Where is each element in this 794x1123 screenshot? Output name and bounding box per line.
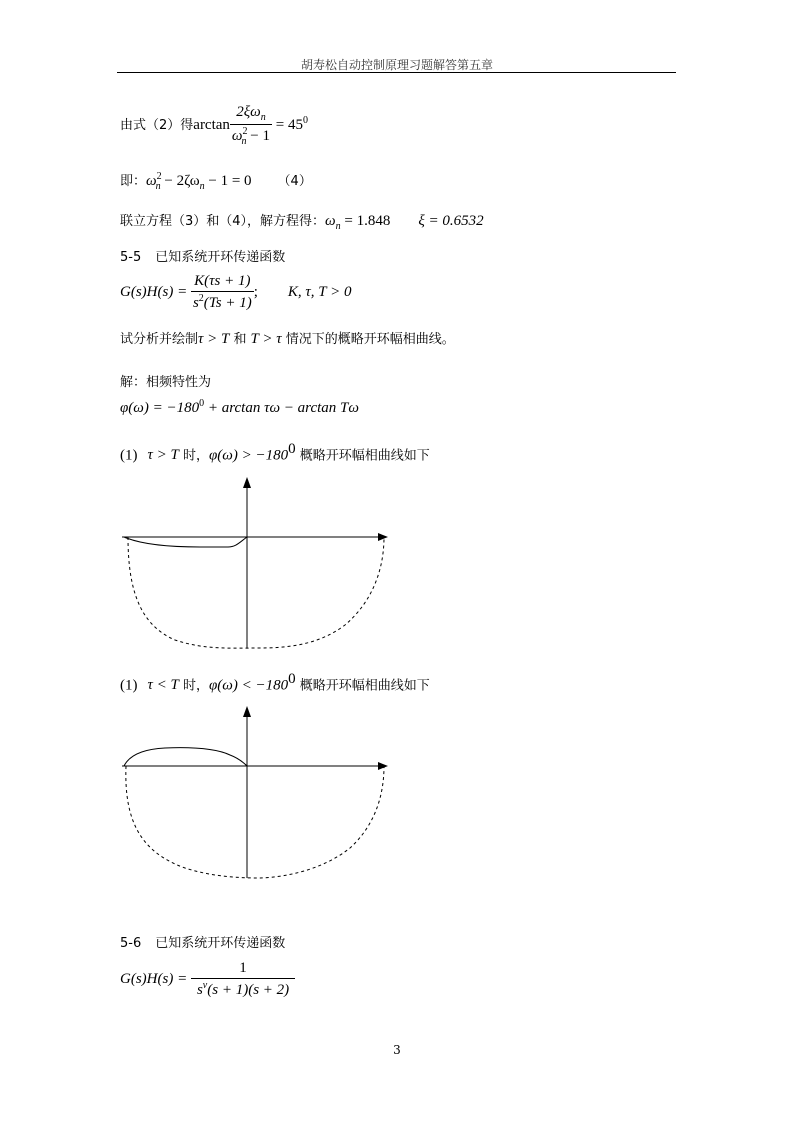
problem-5-5-heading: 5-5 已知系统开环传递函数 xyxy=(120,250,286,265)
problem-5-6-heading: 5-6 已知系统开环传递函数 xyxy=(120,936,286,951)
solution-label: 解：相频特性为 xyxy=(120,375,212,390)
eq1-prefix: 由式（2）得 xyxy=(120,117,194,133)
plot2-curve xyxy=(124,748,247,766)
page-number: 3 xyxy=(393,1043,401,1057)
phase-equation: $\varphi(\omega) = -180^0 + \arctan \tau\omega - \arctan T\omega$ xyxy=(120,398,359,416)
tf1-fraction: $\frac{K(\tau s + 1)}{s^2(Ts + 1)}$ xyxy=(192,273,252,311)
equation-solution: 联立方程（3）和（4），解方程得：$\omega_n = 1.848$ ξ = 0.6532 xyxy=(120,213,484,232)
page-header-title: 胡寿松自动控制原理习题解答第五章 xyxy=(300,58,493,72)
equation-characteristic: 即：$\omega^2_n - 2\zeta\omega_n - 1 = 0$ （4） xyxy=(120,171,312,192)
equation-arctan: 由式（2）得arctan $\frac{2\xi\omega_n}{\omega^2_n - 1}$ = $45^0$ xyxy=(120,104,308,147)
plot2-imag-axis-arrow xyxy=(243,706,251,717)
case-1-label: (1) τ > T 时，$\varphi(\omega) > -180^0$ 概略开环幅相曲线如下 xyxy=(120,441,430,464)
plot2-real-axis-arrow xyxy=(378,762,388,770)
eq1-fn: arctan xyxy=(193,116,230,133)
transfer-function-5-5: G(s)H(s) = $\frac{K(\tau s + 1)}{s^2(Ts + 1)}$ ; K, τ, T > 0 xyxy=(120,273,352,311)
task-statement: 试分析并绘制τ > T 和 T > τ 情况下的概略开环幅相曲线。 xyxy=(120,331,455,347)
plot2-infinite-arc xyxy=(126,766,384,878)
eq1-fraction: $\frac{2\xi\omega_n}{\omega^2_n - 1}$ xyxy=(231,104,270,147)
case-2-label: (1) τ < T 时，$\varphi(\omega) < -180^0$ 概略开环幅相曲线如下 xyxy=(120,671,430,694)
transfer-function-5-6: G(s)H(s) = $\frac{1}{s^\nu(s + 1)(s + 2)}$ xyxy=(120,960,295,999)
eq2-tag: （4） xyxy=(277,174,312,189)
tf2-fraction: $\frac{1}{s^\nu(s + 1)(s + 2)}$ xyxy=(191,960,295,999)
